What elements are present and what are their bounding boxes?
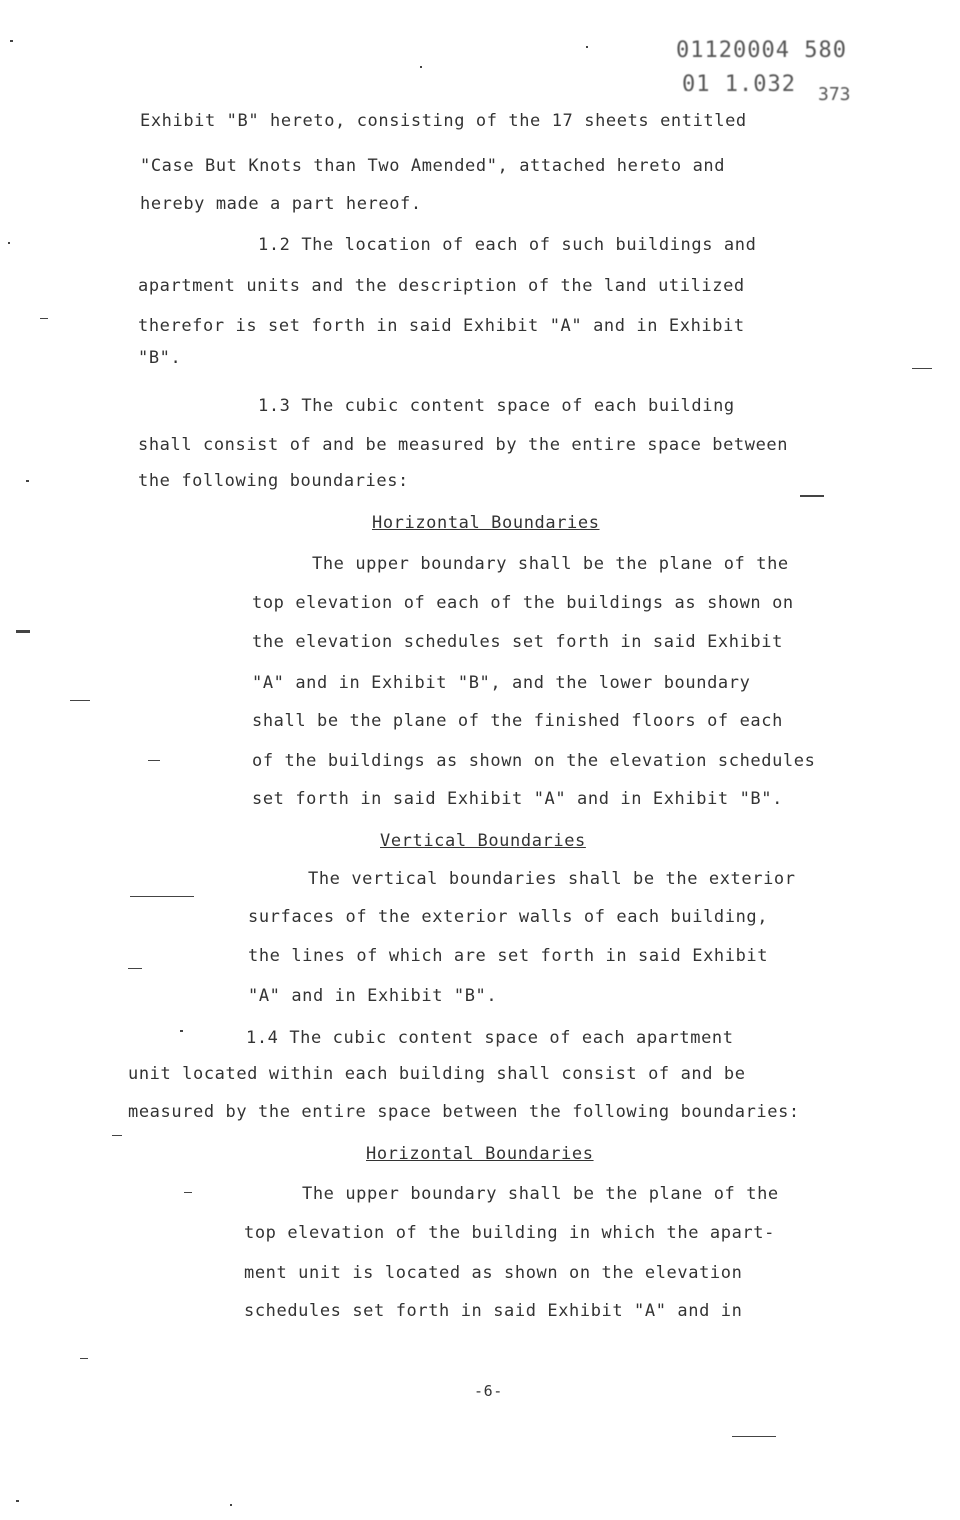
scan-speck <box>800 495 824 497</box>
scan-speck <box>16 1500 19 1502</box>
text-line: 1.4 The cubic content space of each apartment <box>246 1028 734 1048</box>
section-heading-vertical: Vertical Boundaries <box>380 831 586 851</box>
text-line: 1.2 The location of each of such buildings and <box>258 235 757 255</box>
text-line: Exhibit "B" hereto, consisting of the 17 sheets entitled <box>140 111 747 131</box>
text-line: The upper boundary shall be the plane of the <box>312 554 789 574</box>
scan-speck <box>420 66 422 68</box>
scan-speck <box>10 40 13 42</box>
scan-speck <box>112 1135 122 1136</box>
recording-stamp-line1: 01120004 580 <box>676 38 847 63</box>
text-line: set forth in said Exhibit "A" and in Exhibit "B". <box>252 789 783 809</box>
text-line: hereby made a part hereof. <box>140 194 422 214</box>
page-mark: 373 <box>818 84 851 105</box>
scan-speck <box>130 896 194 897</box>
text-line: apartment units and the description of the land utilized <box>138 276 745 296</box>
text-line: "A" and in Exhibit "B". <box>248 986 498 1006</box>
text-line: the elevation schedules set forth in said Exhibit <box>252 632 783 652</box>
recording-stamp-line2: 01 1.032 <box>682 72 796 97</box>
scan-speck <box>148 760 160 761</box>
scan-speck <box>586 46 588 48</box>
text-line: top elevation of the building in which the apart- <box>244 1223 775 1243</box>
section-heading-horizontal-2: Horizontal Boundaries <box>366 1144 594 1164</box>
text-line: The vertical boundaries shall be the exterior <box>308 869 796 889</box>
scan-speck <box>40 318 48 319</box>
text-line: shall consist of and be measured by the entire space between <box>138 435 789 455</box>
section-heading-horizontal: Horizontal Boundaries <box>372 513 600 533</box>
text-line: the following boundaries: <box>138 471 409 491</box>
scan-speck <box>912 368 932 369</box>
scan-speck <box>184 1192 192 1193</box>
text-line: unit located within each building shall consist of and be <box>128 1064 746 1084</box>
text-line: therefor is set forth in said Exhibit "A" and in Exhibit <box>138 316 745 336</box>
text-line: ment unit is located as shown on the elevation <box>244 1263 743 1283</box>
scan-speck <box>230 1504 232 1506</box>
page-number: -6- <box>474 1382 503 1400</box>
text-line: top elevation of each of the buildings as shown on <box>252 593 794 613</box>
text-line: "A" and in Exhibit "B", and the lower boundary <box>252 673 751 693</box>
text-line: measured by the entire space between the following boundaries: <box>128 1102 800 1122</box>
text-line: 1.3 The cubic content space of each building <box>258 396 735 416</box>
scan-speck <box>732 1436 776 1437</box>
text-line: The upper boundary shall be the plane of the <box>302 1184 779 1204</box>
text-line: surfaces of the exterior walls of each building, <box>248 907 769 927</box>
text-line: shall be the plane of the finished floors of each <box>252 711 783 731</box>
scan-speck <box>128 968 142 969</box>
scan-speck <box>80 1358 88 1359</box>
scan-speck <box>16 630 30 633</box>
scan-speck <box>26 480 29 482</box>
scan-speck <box>70 700 90 701</box>
text-line: "Case But Knots than Two Amended", attached hereto and <box>140 156 726 176</box>
text-line: the lines of which are set forth in said Exhibit <box>248 946 769 966</box>
text-line: schedules set forth in said Exhibit "A" and in <box>244 1301 743 1321</box>
scan-speck <box>8 242 10 244</box>
text-line: of the buildings as shown on the elevation schedules <box>252 751 816 771</box>
text-line: "B". <box>138 348 182 368</box>
scan-speck <box>180 1030 183 1032</box>
